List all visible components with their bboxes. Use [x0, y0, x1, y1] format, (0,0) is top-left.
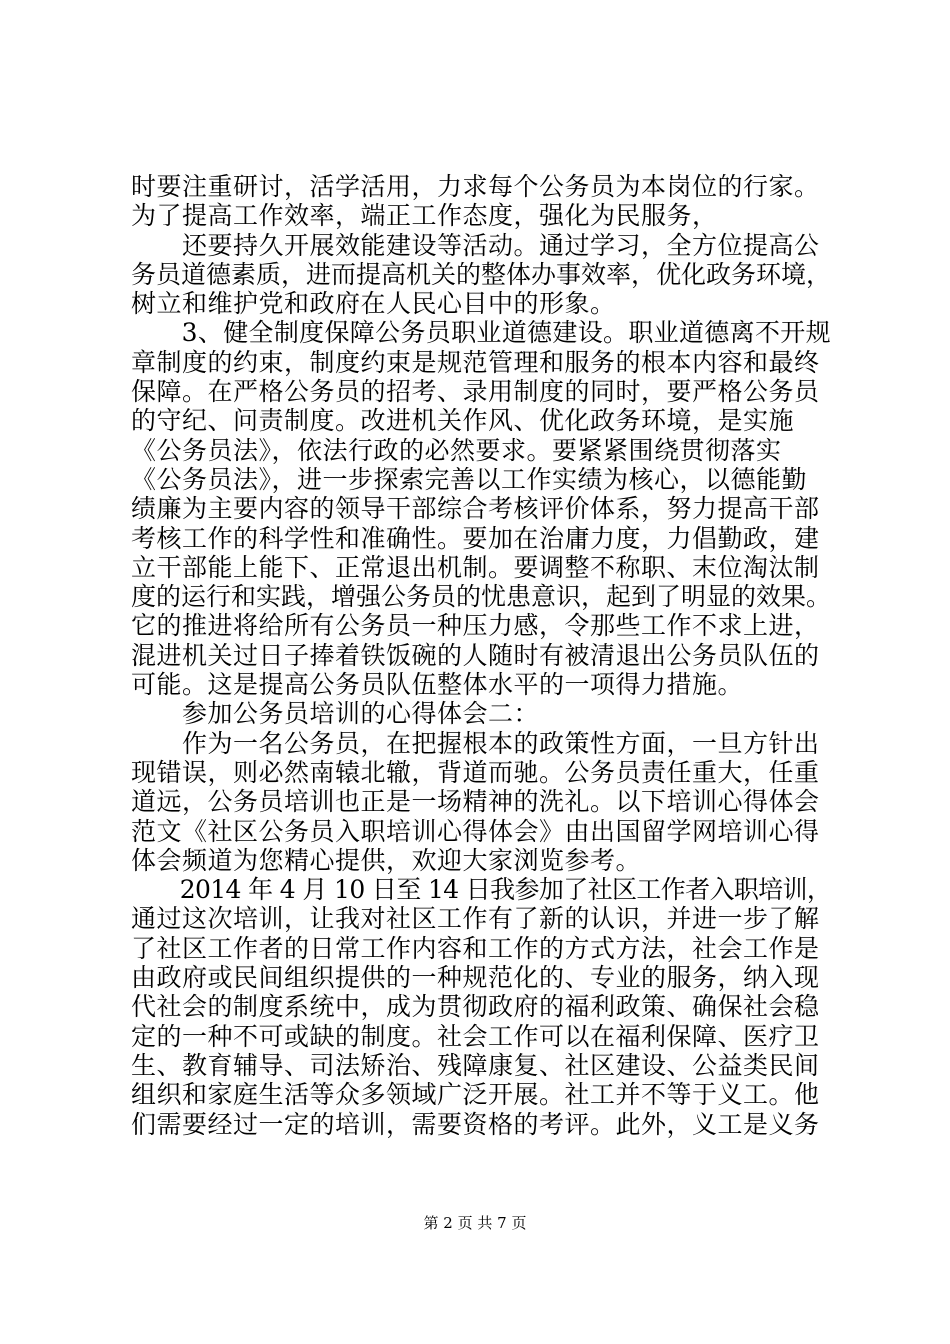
text-line: 还要持久开展效能建设等活动。通过学习，全方位提高公	[131, 230, 820, 260]
text-line: 生、教育辅导、司法矫治、残障康复、社区建设、公益类民间	[131, 1050, 820, 1080]
text-line: 体会频道为您精心提供，欢迎大家浏览参考。	[131, 845, 642, 875]
text-line: 时要注重研讨，活学活用，力求每个公务员为本岗位的行家。	[131, 172, 820, 201]
text-line: 考核工作的科学性和准确性。要加在治庸力度，力倡勤政，建	[131, 523, 820, 553]
text-line: 《公务员法》，进一步探索完善以工作实绩为核心，以德能勤	[131, 464, 808, 494]
text-line: 由政府或民间组织提供的一种规范化的、专业的服务，纳入现	[131, 963, 820, 993]
page-footer: 第 2 页 共 7 页	[423, 1214, 527, 1232]
text-line: 2014 年 4 月 10 日至 14 日我参加了社区工作者入职培训，	[131, 875, 832, 905]
text-line: 定的一种不可或缺的制度。社会工作可以在福利保障、医疗卫	[131, 1021, 820, 1051]
text-line: 组织和家庭生活等众多领域广泛开展。社工并不等于义工。他	[131, 1080, 820, 1110]
text-line: 它的推进将给所有公务员一种压力感，令那些工作不求上进，	[131, 611, 820, 641]
document-body	[131, 172, 831, 1139]
text-line: 务员道德素质，进而提高机关的整体办事效率，优化政务环境，	[131, 259, 832, 289]
text-line: 混进机关过日子捧着铁饭碗的人随时有被清退出公务员队伍的	[131, 640, 820, 670]
text-line: 3、健全制度保障公务员职业道德建设。职业道德离不开规	[131, 318, 831, 348]
text-line: 度的运行和实践，增强公务员的忧患意识，起到了明显的效果。	[131, 582, 832, 612]
text-line: 的守纪、问责制度。改进机关作风、优化政务环境，是实施	[131, 406, 795, 436]
text-line: 们需要经过一定的培训，需要资格的考评。此外，义工是义务	[131, 1109, 820, 1139]
text-line: 通过这次培训，让我对社区工作有了新的认识，并进一步了解	[131, 904, 820, 934]
text-line: 参加公务员培训的心得体会二：	[131, 699, 540, 729]
text-line: 绩廉为主要内容的领导干部综合考核评价体系，努力提高干部	[131, 494, 820, 524]
text-line: 《公务员法》，依法行政的必然要求。要紧紧围绕贯彻落实	[131, 435, 782, 465]
text-line: 了社区工作者的日常工作内容和工作的方式方法，社会工作是	[131, 933, 820, 963]
text-line: 章制度的约束，制度约束是规范管理和服务的根本内容和最终	[131, 347, 820, 377]
text-line: 现错误，则必然南辕北辙，背道而驰。公务员责任重大，任重	[131, 757, 820, 787]
text-line: 作为一名公务员，在把握根本的政策性方面，一旦方针出	[131, 728, 820, 758]
text-line: 范文《社区公务员入职培训心得体会》由出国留学网培训心得	[131, 816, 820, 846]
text-line: 为了提高工作效率，端正工作态度，强化为民服务，	[131, 201, 718, 231]
text-line: 道远，公务员培训也正是一场精神的洗礼。以下培训心得体会	[131, 787, 820, 817]
text-line: 保障。在严格公务员的招考、录用制度的同时，要严格公务员	[131, 377, 820, 407]
text-line: 树立和维护党和政府在人民心目中的形象。	[131, 289, 616, 319]
text-line: 立干部能上能下、正常退出机制。要调整不称职、末位淘汰制	[131, 552, 820, 582]
text-line: 可能。这是提高公务员队伍整体水平的一项得力措施。	[131, 670, 744, 700]
text-line: 代社会的制度系统中，成为贯彻政府的福利政策、确保社会稳	[131, 992, 820, 1022]
